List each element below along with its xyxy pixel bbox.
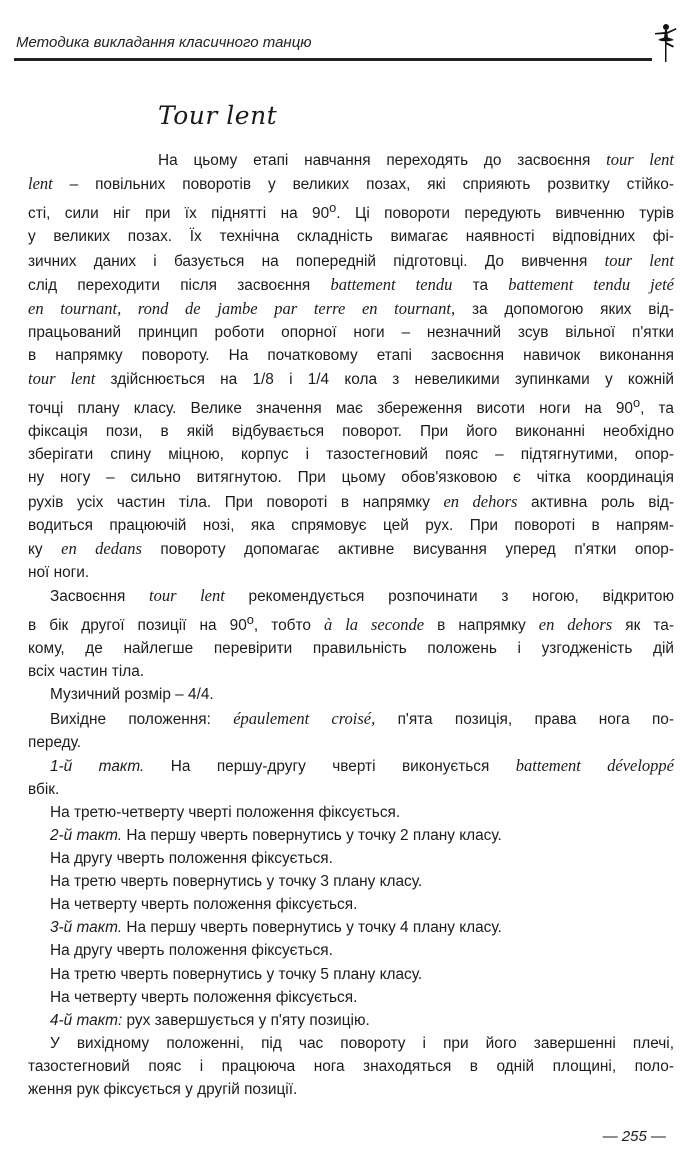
paragraph-line: в бік другої позиції на $90^о$, тобто à la seconde в напрямку en dehors як та- bbox=[28, 612, 674, 635]
paragraph-line: в напрямку повороту. На початковому етапі засвоєння навичок виконання bbox=[28, 346, 674, 364]
paragraph-line: фіксація пози, в якій відбувається поворот. При його виконанні необхідно bbox=[28, 423, 674, 441]
paragraph-line: сті, сили ніг при їх піднятті на $90^о$. Ці повороти передують вивченню турів bbox=[28, 200, 675, 223]
paragraph-line: тазостегновий пояс і працююча нога знаходяться в одній площині, поло- bbox=[28, 1057, 674, 1075]
header-rule bbox=[14, 58, 652, 61]
paragraph-line: ної ноги. bbox=[28, 563, 90, 581]
paragraph: Музичний розмір – 4/4. bbox=[50, 686, 214, 704]
paragraph: На другу чверть положення фіксується. bbox=[50, 850, 333, 868]
paragraph: Засвоєння tour lent рекомендується розпочинати з ногою, відкритою bbox=[50, 585, 674, 605]
paragraph-line: ження рук фіксується у другій позиції. bbox=[28, 1081, 298, 1099]
paragraph: На третю чверть повернутись у точку 5 плану класу. bbox=[50, 965, 423, 983]
paragraph: 4-й такт: рух завершується у п'яту позицію. bbox=[50, 1011, 370, 1029]
paragraph-line: у великих позах. Їх технічна складність вимагає наявності відповідних фі- bbox=[28, 228, 674, 246]
paragraph-line: вбік. bbox=[28, 780, 60, 798]
paragraph: Вихідне положення: épaulement croisé, п'ята позиція, права нога по- bbox=[50, 708, 674, 728]
running-header bbox=[14, 22, 676, 62]
paragraph: 1-й такт. На першу-другу чверті виконується battement développé bbox=[50, 755, 675, 775]
paragraph-line: всіх частин тіла. bbox=[28, 663, 145, 681]
header-title: Методика викладання класичного танцю bbox=[16, 34, 312, 51]
paragraph: На четверту чверть положення фіксується. bbox=[50, 896, 358, 914]
ballerina-icon bbox=[652, 22, 678, 64]
paragraph-line: ку en dedans повороту допомагає активне висування уперед п'ятки опор- bbox=[28, 538, 674, 558]
paragraph-line: lent – повільних поворотів у великих позах, які сприяють розвитку стійко- bbox=[28, 174, 674, 194]
paragraph-line: слід переходити після засвоєння battement tendu та battement tendu jeté bbox=[28, 274, 674, 294]
paragraph-line: переду. bbox=[28, 733, 82, 751]
paragraph-line: кому, де найлегше перевірити правильність положень і узгодженість дій bbox=[28, 640, 674, 658]
page-number: — 255 — bbox=[602, 1128, 666, 1145]
section-title: Tour lent bbox=[158, 101, 278, 130]
paragraph: У вихідному положенні, під час повороту і при його завершенні плечі, bbox=[50, 1034, 674, 1052]
paragraph-line: ну ногу – сильно витягнутою. При цьому обов'язковою є чітка координація bbox=[28, 469, 674, 487]
paragraph-line: рухів усіх частин тіла. При повороті в напрямку en dehors активна роль від- bbox=[28, 491, 675, 511]
paragraph-line: зберігати спину міцною, корпус і тазостегновий пояс – підтягнутими, опор- bbox=[28, 446, 674, 464]
paragraph: На третю-четверту чверті положення фіксується. bbox=[50, 803, 401, 821]
paragraph-line: точці плану класу. Велике значення має збереження висоти ноги на $90^о$, та bbox=[28, 395, 674, 418]
body-text bbox=[28, 148, 674, 1101]
paragraph: На другу чверть положення фіксується. bbox=[50, 942, 333, 960]
paragraph: На третю чверть повернутись у точку 3 плану класу. bbox=[50, 873, 423, 891]
paragraph-line: працьований принцип роботи опорної ноги – незначний зсув вільної п'ятки bbox=[28, 323, 674, 341]
paragraph-line: водиться працюючій нозі, яка спрямовує цей рух. При повороті в напрям- bbox=[28, 516, 674, 534]
paragraph: На четверту чверть положення фіксується. bbox=[50, 988, 358, 1006]
paragraph: 2-й такт. На першу чверть повернутись у точку 2 плану класу. bbox=[50, 827, 502, 844]
paragraph-line: зичних даних і базується на попередній підготовці. До вивчення tour lent bbox=[28, 250, 674, 270]
paragraph: 3-й такт. На першу чверть повернутись у точку 4 плану класу. bbox=[50, 919, 502, 937]
paragraph-line: tour lent здійснюється на 1/8 і 1/4 кола з невеликими зупинками у кожній bbox=[28, 368, 675, 388]
paragraph: На цьому етапі навчання переходять до засвоєння tour lent bbox=[158, 150, 674, 169]
paragraph-line: en tournant, rond de jambe par terre en tournant, за допомогою яких від- bbox=[28, 298, 675, 318]
